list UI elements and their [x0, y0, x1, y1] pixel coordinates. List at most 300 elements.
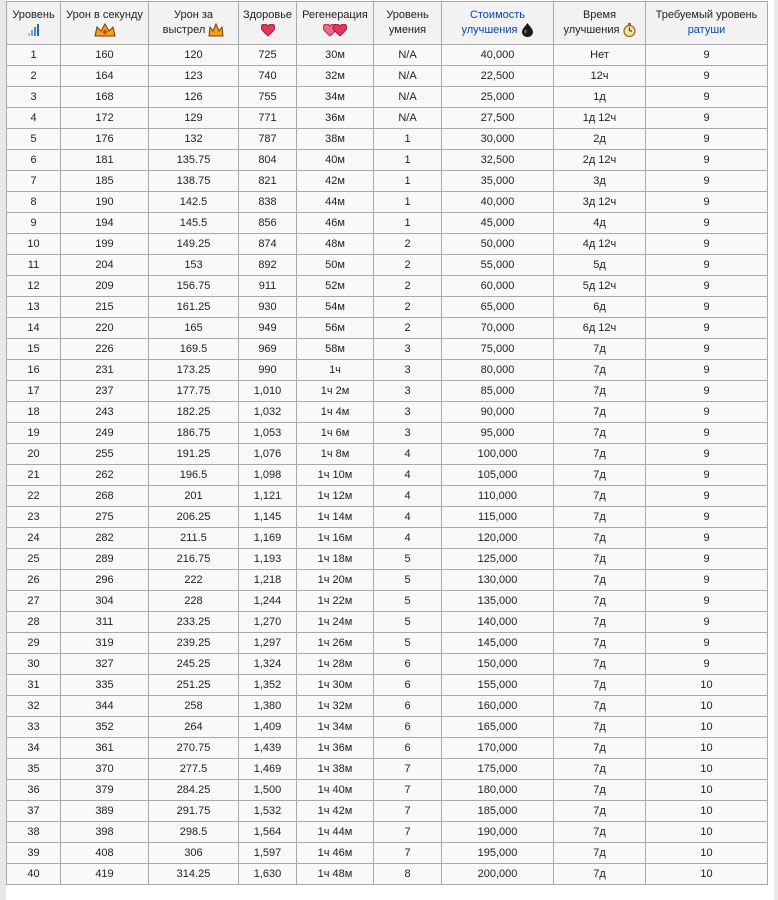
table-row: [7, 66, 768, 87]
cell-ability-level: 3: [374, 360, 442, 381]
cell-town-hall-level: 9: [646, 528, 768, 549]
cell-regeneration: 1ч 38м: [297, 759, 374, 780]
cell-upgrade-cost: 195,000: [442, 843, 554, 864]
cell-upgrade-cost: 130,000: [442, 570, 554, 591]
cell-regeneration: 1ч 14м: [297, 507, 374, 528]
cell-ability-level: 4: [374, 486, 442, 507]
cell-ability-level: 1: [374, 192, 442, 213]
cell-upgrade-time: 12ч: [554, 66, 646, 87]
cell-upgrade-time: 7д: [554, 339, 646, 360]
cell-upgrade-cost: 40,000: [442, 45, 554, 66]
table-row: [7, 759, 768, 780]
cell-dps: 289: [61, 549, 149, 570]
cell-damage-per-shot: 284.25: [149, 780, 239, 801]
upgrade-cost-link-line1[interactable]: Стоимость: [469, 9, 526, 21]
cell-regeneration: 48м: [297, 234, 374, 255]
cell-town-hall-level: 9: [646, 192, 768, 213]
cell-upgrade-time: 7д: [554, 633, 646, 654]
table-row: [7, 465, 768, 486]
cell-ability-level: 7: [374, 759, 442, 780]
header-ability-line2: умения: [388, 24, 427, 36]
cell-dps: 379: [61, 780, 149, 801]
cell-upgrade-cost: 60,000: [442, 276, 554, 297]
cell-damage-per-shot: 132: [149, 129, 239, 150]
cell-dps: 282: [61, 528, 149, 549]
cell-regeneration: 1ч 16м: [297, 528, 374, 549]
cell-level: 13: [7, 297, 61, 318]
cell-ability-level: 2: [374, 234, 442, 255]
cell-town-hall-level: 9: [646, 129, 768, 150]
table-row: [7, 318, 768, 339]
cell-regeneration: 54м: [297, 297, 374, 318]
cell-health: 892: [239, 255, 297, 276]
dark-elixir-icon: [521, 23, 534, 37]
cell-regeneration: 1ч 48м: [297, 864, 374, 885]
table-row: [7, 213, 768, 234]
header-upgrade-cost: [442, 2, 554, 45]
table-row: [7, 738, 768, 759]
cell-ability-level: 5: [374, 633, 442, 654]
cell-dps: 220: [61, 318, 149, 339]
cell-ability-level: 6: [374, 696, 442, 717]
cell-dps: 296: [61, 570, 149, 591]
table-row: [7, 129, 768, 150]
table-row: [7, 87, 768, 108]
cell-ability-level: 2: [374, 276, 442, 297]
cell-regeneration: 46м: [297, 213, 374, 234]
cell-ability-level: 7: [374, 801, 442, 822]
cell-upgrade-time: 7д: [554, 423, 646, 444]
cell-health: 1,469: [239, 759, 297, 780]
cell-upgrade-cost: 85,000: [442, 381, 554, 402]
heart-icon: [261, 24, 275, 37]
cell-level: 40: [7, 864, 61, 885]
cell-ability-level: 2: [374, 318, 442, 339]
cell-regeneration: 1ч 12м: [297, 486, 374, 507]
level-bars-icon: [28, 24, 40, 36]
cell-ability-level: N/A: [374, 66, 442, 87]
cell-level: 7: [7, 171, 61, 192]
header-dpshot-line1: Урон за: [173, 9, 214, 21]
cell-upgrade-cost: 75,000: [442, 339, 554, 360]
cell-town-hall-level: 9: [646, 213, 768, 234]
cell-damage-per-shot: 306: [149, 843, 239, 864]
cell-dps: 262: [61, 465, 149, 486]
cell-level: 9: [7, 213, 61, 234]
cell-damage-per-shot: 153: [149, 255, 239, 276]
cell-level: 8: [7, 192, 61, 213]
cell-dps: 361: [61, 738, 149, 759]
cell-dps: 319: [61, 633, 149, 654]
cell-upgrade-cost: 100,000: [442, 444, 554, 465]
cell-dps: 408: [61, 843, 149, 864]
cell-town-hall-level: 10: [646, 864, 768, 885]
cell-upgrade-time: 7д: [554, 843, 646, 864]
cell-ability-level: 1: [374, 171, 442, 192]
cell-town-hall-level: 9: [646, 549, 768, 570]
cell-ability-level: 2: [374, 255, 442, 276]
cell-damage-per-shot: 129: [149, 108, 239, 129]
cell-ability-level: 6: [374, 717, 442, 738]
cell-town-hall-level: 9: [646, 108, 768, 129]
cell-town-hall-level: 9: [646, 87, 768, 108]
cell-ability-level: 4: [374, 528, 442, 549]
upgrade-stats-table: [6, 1, 768, 885]
header-ability-line1: Уровень: [386, 9, 429, 21]
header-health-label: Здоровье: [242, 9, 293, 21]
cell-dps: 204: [61, 255, 149, 276]
cell-health: 1,032: [239, 402, 297, 423]
cell-upgrade-time: 5д 12ч: [554, 276, 646, 297]
cell-level: 4: [7, 108, 61, 129]
cell-health: 1,169: [239, 528, 297, 549]
right-page-edge: [774, 0, 778, 900]
cell-upgrade-time: 1д: [554, 87, 646, 108]
cell-regeneration: 1ч 18м: [297, 549, 374, 570]
cell-dps: 231: [61, 360, 149, 381]
cell-upgrade-cost: 40,000: [442, 192, 554, 213]
cell-health: 1,193: [239, 549, 297, 570]
table-row: [7, 507, 768, 528]
cell-regeneration: 1ч 4м: [297, 402, 374, 423]
header-upgrade-time: [554, 2, 646, 45]
cell-health: 755: [239, 87, 297, 108]
cell-ability-level: 3: [374, 423, 442, 444]
cell-health: 804: [239, 150, 297, 171]
table-row: [7, 717, 768, 738]
cell-damage-per-shot: 206.25: [149, 507, 239, 528]
cell-upgrade-cost: 155,000: [442, 675, 554, 696]
cell-level: 29: [7, 633, 61, 654]
cell-damage-per-shot: 123: [149, 66, 239, 87]
cell-dps: 160: [61, 45, 149, 66]
cell-regeneration: 38м: [297, 129, 374, 150]
table-row: [7, 339, 768, 360]
cell-damage-per-shot: 173.25: [149, 360, 239, 381]
cell-dps: 164: [61, 66, 149, 87]
cell-upgrade-cost: 70,000: [442, 318, 554, 339]
cell-town-hall-level: 10: [646, 759, 768, 780]
cell-town-hall-level: 9: [646, 381, 768, 402]
cell-upgrade-time: 7д: [554, 381, 646, 402]
cell-damage-per-shot: 314.25: [149, 864, 239, 885]
cell-ability-level: 8: [374, 864, 442, 885]
header-dps: [61, 2, 149, 45]
cell-upgrade-cost: 170,000: [442, 738, 554, 759]
table-row: [7, 822, 768, 843]
cell-upgrade-cost: 185,000: [442, 801, 554, 822]
cell-health: 1,270: [239, 612, 297, 633]
stopwatch-icon: [623, 23, 636, 37]
cell-dps: 243: [61, 402, 149, 423]
cell-dps: 389: [61, 801, 149, 822]
cell-regeneration: 58м: [297, 339, 374, 360]
cell-regeneration: 1ч: [297, 360, 374, 381]
cell-regeneration: 44м: [297, 192, 374, 213]
cell-level: 36: [7, 780, 61, 801]
cell-health: 1,098: [239, 465, 297, 486]
cell-upgrade-cost: 115,000: [442, 507, 554, 528]
cell-health: 1,076: [239, 444, 297, 465]
table-row: [7, 297, 768, 318]
cell-health: 1,532: [239, 801, 297, 822]
cell-health: 725: [239, 45, 297, 66]
cell-health: 874: [239, 234, 297, 255]
cell-upgrade-time: 3д: [554, 171, 646, 192]
cell-ability-level: 1: [374, 129, 442, 150]
table-row: [7, 549, 768, 570]
cell-level: 27: [7, 591, 61, 612]
upgrade-cost-link-line2[interactable]: улучшения: [461, 24, 518, 36]
cell-upgrade-time: 7д: [554, 822, 646, 843]
cell-damage-per-shot: 196.5: [149, 465, 239, 486]
cell-regeneration: 1ч 40м: [297, 780, 374, 801]
cell-damage-per-shot: 251.25: [149, 675, 239, 696]
cell-upgrade-cost: 95,000: [442, 423, 554, 444]
cell-town-hall-level: 9: [646, 171, 768, 192]
cell-regeneration: 1ч 36м: [297, 738, 374, 759]
cell-town-hall-level: 9: [646, 255, 768, 276]
cell-damage-per-shot: 120: [149, 45, 239, 66]
header-town-hall-level: [646, 2, 768, 45]
cell-health: 1,297: [239, 633, 297, 654]
header-regen-label: Регенерация: [302, 9, 368, 21]
cell-dps: 268: [61, 486, 149, 507]
cell-regeneration: 40м: [297, 150, 374, 171]
table-row: [7, 171, 768, 192]
cell-damage-per-shot: 126: [149, 87, 239, 108]
cell-regeneration: 1ч 46м: [297, 843, 374, 864]
table-row: [7, 108, 768, 129]
cell-dps: 275: [61, 507, 149, 528]
cell-upgrade-time: 2д 12ч: [554, 150, 646, 171]
table-row: [7, 696, 768, 717]
table-row: [7, 864, 768, 885]
cell-level: 11: [7, 255, 61, 276]
header-th-line1: Требуемый уровень: [655, 9, 758, 21]
table-row: [7, 570, 768, 591]
cell-regeneration: 1ч 24м: [297, 612, 374, 633]
cell-damage-per-shot: 182.25: [149, 402, 239, 423]
cell-town-hall-level: 9: [646, 507, 768, 528]
table-row: [7, 654, 768, 675]
cell-damage-per-shot: 165: [149, 318, 239, 339]
crown-fire-icon: [94, 23, 116, 37]
cell-damage-per-shot: 245.25: [149, 654, 239, 675]
cell-dps: 172: [61, 108, 149, 129]
table-row: [7, 255, 768, 276]
cell-town-hall-level: 9: [646, 612, 768, 633]
cell-regeneration: 1ч 8м: [297, 444, 374, 465]
cell-health: 930: [239, 297, 297, 318]
cell-health: 856: [239, 213, 297, 234]
cell-upgrade-cost: 90,000: [442, 402, 554, 423]
table-row: [7, 633, 768, 654]
cell-ability-level: 1: [374, 150, 442, 171]
cell-level: 25: [7, 549, 61, 570]
header-dps-label: Урон в секунду: [66, 9, 143, 21]
cell-level: 20: [7, 444, 61, 465]
cell-town-hall-level: 10: [646, 738, 768, 759]
cell-health: 1,121: [239, 486, 297, 507]
cell-damage-per-shot: 228: [149, 591, 239, 612]
cell-regeneration: 32м: [297, 66, 374, 87]
cell-regeneration: 34м: [297, 87, 374, 108]
header-time-line1: Время: [582, 9, 617, 21]
header-damage-per-shot: [149, 2, 239, 45]
cell-health: 740: [239, 66, 297, 87]
cell-upgrade-cost: 150,000: [442, 654, 554, 675]
cell-damage-per-shot: 142.5: [149, 192, 239, 213]
table-row: [7, 612, 768, 633]
cell-upgrade-time: 7д: [554, 864, 646, 885]
cell-town-hall-level: 9: [646, 465, 768, 486]
cell-level: 1: [7, 45, 61, 66]
cell-ability-level: 1: [374, 213, 442, 234]
cell-damage-per-shot: 156.75: [149, 276, 239, 297]
cell-ability-level: 3: [374, 381, 442, 402]
cell-ability-level: N/A: [374, 87, 442, 108]
cell-health: 911: [239, 276, 297, 297]
cell-level: 12: [7, 276, 61, 297]
cell-level: 30: [7, 654, 61, 675]
double-heart-icon: [323, 24, 347, 37]
cell-level: 10: [7, 234, 61, 255]
cell-ability-level: 6: [374, 738, 442, 759]
cell-dps: 226: [61, 339, 149, 360]
cell-town-hall-level: 9: [646, 360, 768, 381]
cell-regeneration: 1ч 30м: [297, 675, 374, 696]
cell-upgrade-time: 7д: [554, 612, 646, 633]
cell-ability-level: 5: [374, 612, 442, 633]
cell-upgrade-cost: 105,000: [442, 465, 554, 486]
cell-dps: 199: [61, 234, 149, 255]
cell-health: 1,324: [239, 654, 297, 675]
cell-dps: 249: [61, 423, 149, 444]
cell-level: 5: [7, 129, 61, 150]
cell-ability-level: 7: [374, 822, 442, 843]
table-row: [7, 444, 768, 465]
cell-town-hall-level: 9: [646, 66, 768, 87]
cell-town-hall-level: 10: [646, 717, 768, 738]
cell-regeneration: 1ч 32м: [297, 696, 374, 717]
table-row: [7, 528, 768, 549]
cell-dps: 237: [61, 381, 149, 402]
cell-damage-per-shot: 145.5: [149, 213, 239, 234]
cell-regeneration: 52м: [297, 276, 374, 297]
table-row: [7, 675, 768, 696]
cell-upgrade-time: 7д: [554, 549, 646, 570]
cell-upgrade-cost: 35,000: [442, 171, 554, 192]
cell-upgrade-time: 7д: [554, 402, 646, 423]
cell-upgrade-cost: 45,000: [442, 213, 554, 234]
cell-damage-per-shot: 239.25: [149, 633, 239, 654]
cell-town-hall-level: 9: [646, 633, 768, 654]
cell-level: 14: [7, 318, 61, 339]
cell-town-hall-level: 9: [646, 318, 768, 339]
cell-ability-level: 3: [374, 402, 442, 423]
cell-town-hall-level: 10: [646, 801, 768, 822]
cell-level: 21: [7, 465, 61, 486]
header-level: [7, 2, 61, 45]
cell-upgrade-cost: 160,000: [442, 696, 554, 717]
cell-level: 19: [7, 423, 61, 444]
cell-damage-per-shot: 211.5: [149, 528, 239, 549]
cell-town-hall-level: 9: [646, 276, 768, 297]
cell-dps: 215: [61, 297, 149, 318]
cell-upgrade-cost: 25,000: [442, 87, 554, 108]
cell-upgrade-time: 7д: [554, 654, 646, 675]
cell-health: 771: [239, 108, 297, 129]
cell-upgrade-cost: 65,000: [442, 297, 554, 318]
cell-upgrade-time: 7д: [554, 717, 646, 738]
town-hall-link[interactable]: ратуши: [687, 24, 726, 36]
cell-upgrade-time: 4д: [554, 213, 646, 234]
cell-town-hall-level: 10: [646, 675, 768, 696]
table-header-row: [7, 2, 768, 45]
cell-health: 1,380: [239, 696, 297, 717]
cell-level: 23: [7, 507, 61, 528]
table-row: [7, 381, 768, 402]
cell-town-hall-level: 10: [646, 780, 768, 801]
cell-level: 18: [7, 402, 61, 423]
cell-town-hall-level: 10: [646, 696, 768, 717]
cell-upgrade-time: 7д: [554, 675, 646, 696]
cell-health: 969: [239, 339, 297, 360]
cell-upgrade-time: 7д: [554, 696, 646, 717]
table-row: [7, 150, 768, 171]
cell-town-hall-level: 9: [646, 339, 768, 360]
cell-health: 1,409: [239, 717, 297, 738]
cell-dps: 255: [61, 444, 149, 465]
cell-regeneration: 1ч 28м: [297, 654, 374, 675]
cell-regeneration: 1ч 10м: [297, 465, 374, 486]
cell-upgrade-time: 7д: [554, 507, 646, 528]
cell-upgrade-cost: 180,000: [442, 780, 554, 801]
table-row: [7, 591, 768, 612]
cell-upgrade-cost: 50,000: [442, 234, 554, 255]
cell-town-hall-level: 9: [646, 45, 768, 66]
cell-damage-per-shot: 291.75: [149, 801, 239, 822]
cell-damage-per-shot: 298.5: [149, 822, 239, 843]
cell-upgrade-time: 6д 12ч: [554, 318, 646, 339]
cell-upgrade-time: 7д: [554, 591, 646, 612]
cell-dps: 352: [61, 717, 149, 738]
cell-upgrade-time: 7д: [554, 570, 646, 591]
header-dpshot-line2: выстрел: [162, 24, 206, 36]
cell-ability-level: 5: [374, 570, 442, 591]
cell-ability-level: 4: [374, 465, 442, 486]
cell-damage-per-shot: 186.75: [149, 423, 239, 444]
cell-health: 1,145: [239, 507, 297, 528]
cell-level: 35: [7, 759, 61, 780]
cell-health: 821: [239, 171, 297, 192]
cell-dps: 185: [61, 171, 149, 192]
cell-level: 15: [7, 339, 61, 360]
cell-town-hall-level: 9: [646, 486, 768, 507]
cell-damage-per-shot: 264: [149, 717, 239, 738]
cell-upgrade-cost: 120,000: [442, 528, 554, 549]
cell-town-hall-level: 9: [646, 654, 768, 675]
cell-dps: 398: [61, 822, 149, 843]
cell-ability-level: 7: [374, 780, 442, 801]
cell-ability-level: 7: [374, 843, 442, 864]
cell-dps: 176: [61, 129, 149, 150]
cell-upgrade-time: 5д: [554, 255, 646, 276]
cell-dps: 194: [61, 213, 149, 234]
cell-level: 26: [7, 570, 61, 591]
cell-upgrade-time: 7д: [554, 759, 646, 780]
